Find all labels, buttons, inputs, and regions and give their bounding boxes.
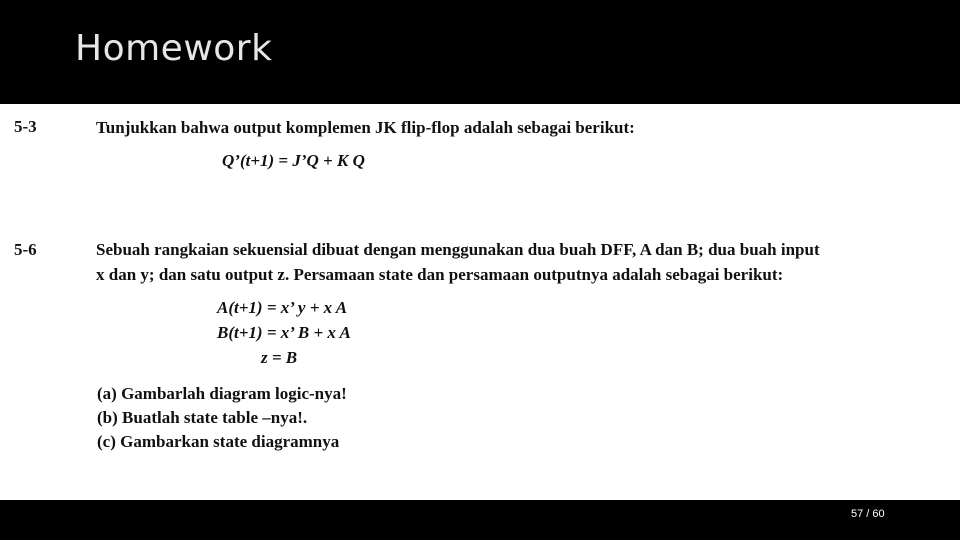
equation-z: z = B — [261, 348, 298, 367]
problem-number: 5-6 — [14, 240, 37, 259]
problem-text-line-2: x dan y; dan satu output z. Persamaan state dan persamaan outputnya adalah sebagai berikut: — [96, 265, 784, 284]
list-item: (c) Gambarkan state diagramnya — [97, 432, 340, 451]
equation: Q’(t+1) = J’Q + K Q — [222, 151, 365, 170]
page-number: 57 / 60 — [851, 508, 885, 520]
list-item: (b) Buatlah state table –nya!. — [97, 408, 308, 427]
slide-header — [0, 0, 960, 104]
problem-number: 5-3 — [14, 117, 37, 136]
list-item: (a) Gambarlah diagram logic-nya! — [97, 384, 347, 403]
slide-title: Homework — [75, 28, 273, 69]
task-list — [97, 382, 347, 454]
problem-text: Tunjukkan bahwa output komplemen JK flip-flop adalah sebagai berikut: — [96, 118, 635, 137]
problem-text-line-1: Sebuah rangkaian sekuensial dibuat dengan menggunakan dua buah DFF, A dan B; dua buah input — [96, 240, 820, 259]
slide-footer — [0, 500, 960, 540]
equation-b: B(t+1) = x’ B + x A — [217, 323, 351, 342]
equation-a: A(t+1) = x’ y + x A — [217, 298, 348, 317]
